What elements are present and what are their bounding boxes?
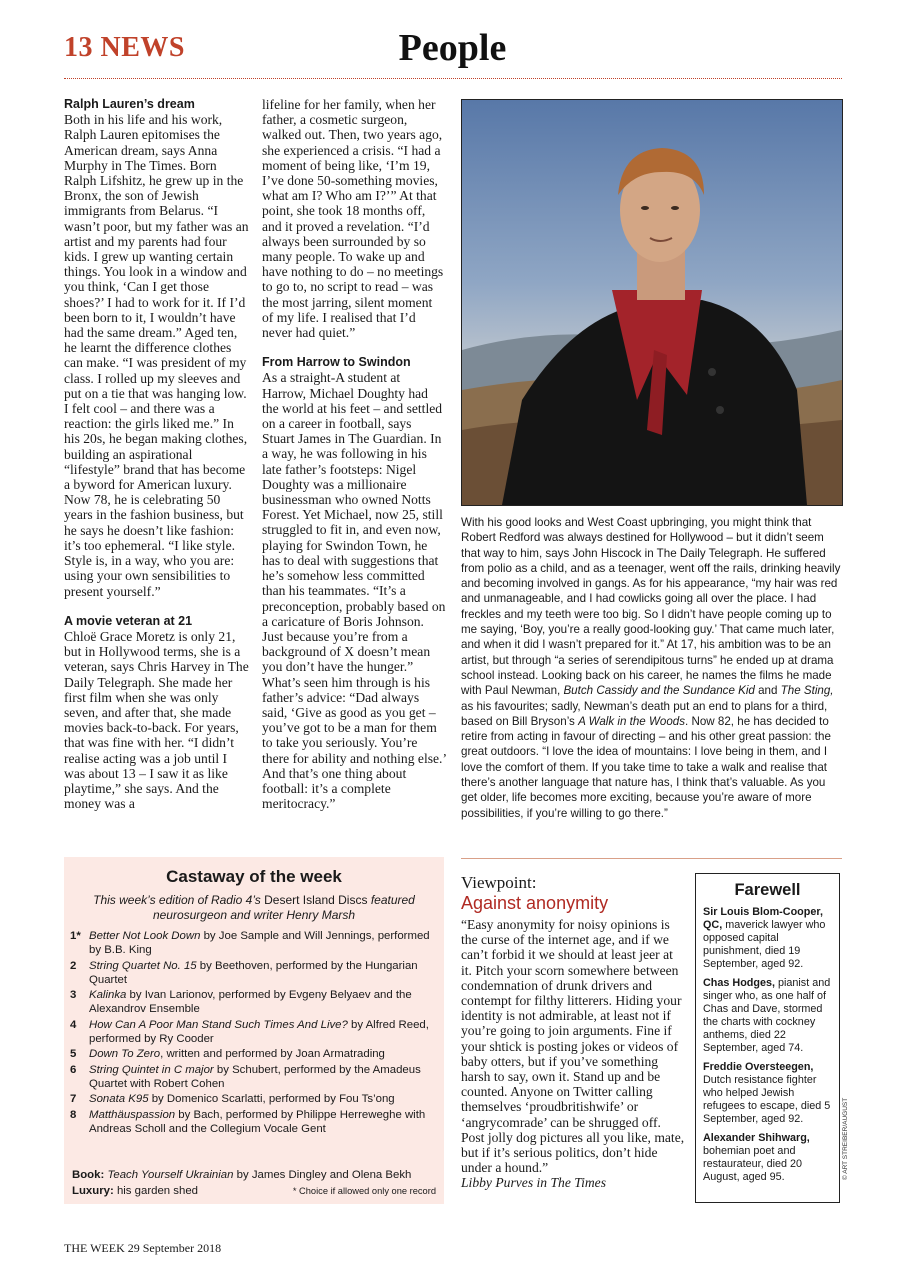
photo-caption-article	[461, 515, 843, 821]
film-title-butch-cassidy: Butch Cassidy and the Sundance Kid	[563, 684, 755, 698]
track-item	[70, 1108, 430, 1136]
page-footer: THE WEEK 29 September 2018	[64, 1241, 222, 1255]
track-title: How Can A Poor Man Stand Such Times And Live?	[89, 1018, 348, 1031]
track-item	[70, 1092, 430, 1106]
track-item	[70, 1063, 430, 1091]
track-list	[70, 929, 430, 1137]
track-title: Sonata K95	[89, 1093, 149, 1105]
obituary-description: maverick lawyer who opposed capital punishment, died 19 September, aged 92.	[703, 919, 826, 970]
track-item	[70, 929, 430, 957]
luxury-value: his garden shed	[113, 1185, 199, 1197]
castaway-book	[72, 1169, 411, 1181]
track-description	[89, 1108, 430, 1136]
track-credit: by Schubert, performed by the Amadeus Quartet with Robert Cohen	[89, 1063, 421, 1090]
book-author: by James Dingley and Olena Bekh	[233, 1169, 412, 1181]
header-divider	[64, 78, 842, 79]
track-credit: by Domenico Scarlatti, performed by Fou Ts’ong	[148, 1093, 395, 1105]
intro-text: This week’s edition of Radio 4’s	[93, 893, 265, 907]
portrait-image	[462, 100, 842, 505]
track-title: Kalinka	[89, 989, 127, 1001]
caption-and: and	[754, 684, 781, 698]
section-divider	[461, 858, 842, 859]
farewell-box	[695, 873, 840, 1203]
book-title: A Walk in the Woods	[578, 714, 686, 728]
portrait-photo	[461, 99, 843, 506]
viewpoint-body	[461, 917, 686, 1191]
luxury-label: Luxury:	[72, 1185, 114, 1197]
obituary-item	[703, 906, 833, 971]
obituary-item	[703, 1061, 833, 1126]
obituary-name: Sir Louis Blom-Cooper, QC,	[703, 906, 823, 931]
track-item	[70, 988, 430, 1016]
article-ralph-lauren: Both in his life and his work, Ralph Lauren epitomises the American dream, says Anna Murphy in The Times. Born Ralph Lifshitz, he grew up in the Bronx, the son of Jewish immigrants from Belarus. “I wasn’t poor, but my father was an artist and my parents had four kids. I grew up wanting certain things. You look in a window and you think, ‘Can I get those shoes?’ I had to work for it. If I’d been born to it, I wouldn’t have had the same dream.” Aged ten, he learnt the difference clothes can make. “I was president of my class. I rolled up my sleeves and put on a tie that was hanging low. I felt cool – and there was a reaction: the girls liked me.” In his 20s, he began making clothes, building an aspirational “lifestyle” brand that has become a byword for American luxury. Now 78, he is celebrating 50 years in the fashion business, but he says he doesn’t like fashion: it’s too ephemeral. “I like style. Style is, in a way, who you are: using your own sensibilities to present yourself.”	[64, 112, 249, 599]
track-description	[89, 988, 430, 1016]
track-credit: by Ivan Larionov, performed by Evgeny Belyaev and the Alexandrov Ensemble	[89, 989, 412, 1015]
book-label: Book:	[72, 1169, 105, 1181]
track-credit: by Joe Sample and Will Jennings, performed by B.B. King	[89, 930, 430, 956]
obituary-name: Chas Hodges,	[703, 977, 775, 989]
track-description	[89, 1047, 430, 1061]
caption-text-2: as his favourites; sadly, Newman’s death put an end to plans for a third, based on Bill Bryson’s	[461, 699, 828, 728]
caption-text-1: With his good looks and West Coast upbringing, you might think that Robert Redford was always destined for Hollywood – but it didn’t seem that way to him, says John Hiscock in The Daily Telegraph. He suffered from polio as a child, and as a teenager, went off the rails, drinking heavily and becoming involved in gangs. As for his appearance, “my hair was red and unmanageable, and I had cowlicks going all over the place. I had freckles and my teeth were too big. So I didn’t have people coming up to me saying, ‘Boy, you’re a really good-looking guy.’ That came much later, and when it did I wasn’t prepared for it.” At 17, his ambition was to be an artist, but through “a series of serendipitous turns” he ended up at drama school instead. Looking back on his career, he names the films he made with Paul Newman,	[461, 516, 841, 698]
book-title: Teach Yourself Ukrainian	[107, 1169, 234, 1181]
heading-harrow-swindon: From Harrow to Swindon	[262, 355, 411, 370]
track-number: 8	[70, 1108, 77, 1121]
obituary-name: Alexander Shihwarg,	[703, 1132, 810, 1144]
farewell-title: Farewell	[734, 881, 801, 899]
obituary-name: Freddie Oversteegen,	[703, 1061, 814, 1073]
viewpoint-label: Viewpoint:	[461, 873, 537, 892]
track-description	[89, 1063, 430, 1091]
article-movie-veteran-continued: lifeline for her family, when her father, a cosmetic surgeon, walked out. Then, two years ago, she experienced a crisis. “I had a moment of being like, ‘I’m 19, I’ve done 50-something movies, what am I? Who am I?’” At that point, she took 18 months off, and it proved a revelation. “I’d always been surrounded by so many people. To wake up and have nothing to do – no meetings to go to, no script to read – was the most jarring, silent moment of my life. I realised that I’d never had quiet.”	[262, 97, 444, 341]
viewpoint-title: Against anonymity	[461, 893, 609, 913]
track-credit: by Alfred Reed, performed by Ry Cooder	[89, 1018, 429, 1045]
track-item	[70, 959, 430, 987]
article-movie-veteran: Chloë Grace Moretz is only 21, but in Hollywood terms, she is a veteran, says Chris Harvey in The Daily Telegraph. She made her first film when she was only seven, and after that, she made movies back-to-back. For years, that was fine with her. “I didn’t realise acting was a job until I was about 13 – I saw it as like playtime,” she says. And the money was a	[64, 628, 249, 812]
viewpoint-source: Libby Purves in The Times	[461, 1175, 606, 1191]
castaway-footnote: * Choice if allowed only one record	[292, 1186, 436, 1196]
obituary-description: pianist and singer who, as one half of Chas and Dave, stormed the charts with cockney anthems, died 22 September, aged 74.	[703, 977, 831, 1054]
track-title: Better Not Look Down	[89, 930, 201, 942]
page-number: 13 NEWS	[64, 32, 185, 63]
track-title: Down To Zero	[89, 1048, 161, 1060]
obituary-description: bohemian poet and restaurateur, died 20 August, aged 95.	[703, 1145, 803, 1183]
caption-text-3: . Now 82, he has decided to retire from acting in favour of directing – and his other great passion: the great outdoors. “I love the idea of mountains: I love being in them, and I love the comfort of them. If you take time to take a walk and realise that there’s another language that nature has, I think that’s valuable. As you get older, life becomes more exciting, because you’re aware of more possibilities, if you’re willing to go there.”	[461, 714, 831, 820]
track-number: 3	[70, 989, 77, 1001]
heading-movie-veteran: A movie veteran at 21	[64, 613, 193, 628]
castaway-title: Castaway of the week	[166, 867, 342, 886]
track-credit: by Bach, performed by Philippe Herreweghe with Andreas Scholl and the Collegium Vocale Gent	[89, 1108, 426, 1135]
track-description	[89, 959, 430, 987]
track-number: 5	[70, 1048, 77, 1060]
film-title-the-sting: The Sting,	[780, 684, 834, 698]
viewpoint-quote: “Easy anonymity for noisy opinions is the curse of the internet age, and if we can’t forbid it we should at least jeer at it. Pitch your scorn somewhere between condemnation of drunk drivers and contempt for filthy litterers. Hiding your identity is not admirable, at least not if you’re going to join arguments. Fine if your shtick is posting jokes or videos of baby otters, but if you’ve something harsh to say, own it. Stand up and be counted. Anyone on Twitter calling themselves ‘proudbritishwife’ or ‘angrycomrade’ can be shrugged off. Post jolly dog pictures all you like, mate, but if it’s serious politics, don’t hide under a hound.”	[461, 917, 685, 1176]
obituary-item	[703, 977, 833, 1055]
track-number: 6	[70, 1063, 77, 1076]
page-title: People	[398, 27, 507, 69]
track-description	[89, 1018, 430, 1046]
track-number: 1*	[70, 930, 81, 942]
article-harrow-swindon: As a straight-A student at Harrow, Michael Doughty had the world at his feet – and settled on a career in football, says Stuart James in The Guardian. In a way, he was following in his late father’s footsteps: Nigel Doughty was a millionaire businessman who owned Notts Forest. Yet Michael, now 25, still struggled to fit in, and even now, playing for Swindon Town, he has to deal with suggestions that he’s somehow less committed than his teammates. “It’s a preconception, probably based on a caricature of Boris Johnson. Just because you’re from a background of X doesn’t mean you don’t have the hunger.” What’s seen him through is his father’s advice: “Dad always said, ‘Give as good as you get – you’ve got to be a man for them to take you seriously. You’re there for ability and nothing else.’ And that’s one thing about football: it’s a complete meritocracy.”	[262, 370, 446, 812]
photo-credit: © ART STREIBER/AUGUST	[842, 1097, 849, 1180]
track-credit: by Beethoven, performed by the Hungarian Quartet	[89, 959, 418, 986]
obituary-item	[703, 1132, 833, 1184]
farewell-list	[696, 906, 839, 1184]
track-title: String Quintet in C major	[89, 1063, 214, 1076]
castaway-intro	[84, 893, 424, 923]
track-credit: , written and performed by Joan Armatrading	[160, 1048, 385, 1060]
castaway-luxury	[72, 1185, 198, 1197]
track-title: String Quartet No. 15	[89, 959, 197, 972]
track-number: 7	[70, 1093, 77, 1105]
intro-text-2: featured neurosurgeon and writer Henry Marsh	[152, 893, 415, 922]
castaway-box	[64, 857, 444, 1204]
track-number: 2	[70, 959, 77, 972]
track-description	[89, 1092, 430, 1106]
track-number: 4	[70, 1018, 77, 1031]
track-title: Matthäuspassion	[89, 1108, 176, 1121]
heading-ralph-lauren: Ralph Lauren’s dream	[64, 97, 195, 111]
track-item	[70, 1047, 430, 1061]
obituary-description: Dutch resistance fighter who helped Jewish refugees to escape, died 5 September, aged 92.	[703, 1074, 831, 1125]
show-name: Desert Island Discs	[264, 893, 368, 907]
track-description	[89, 929, 430, 957]
column-2	[262, 97, 446, 811]
track-item	[70, 1018, 430, 1046]
column-1	[64, 97, 250, 811]
